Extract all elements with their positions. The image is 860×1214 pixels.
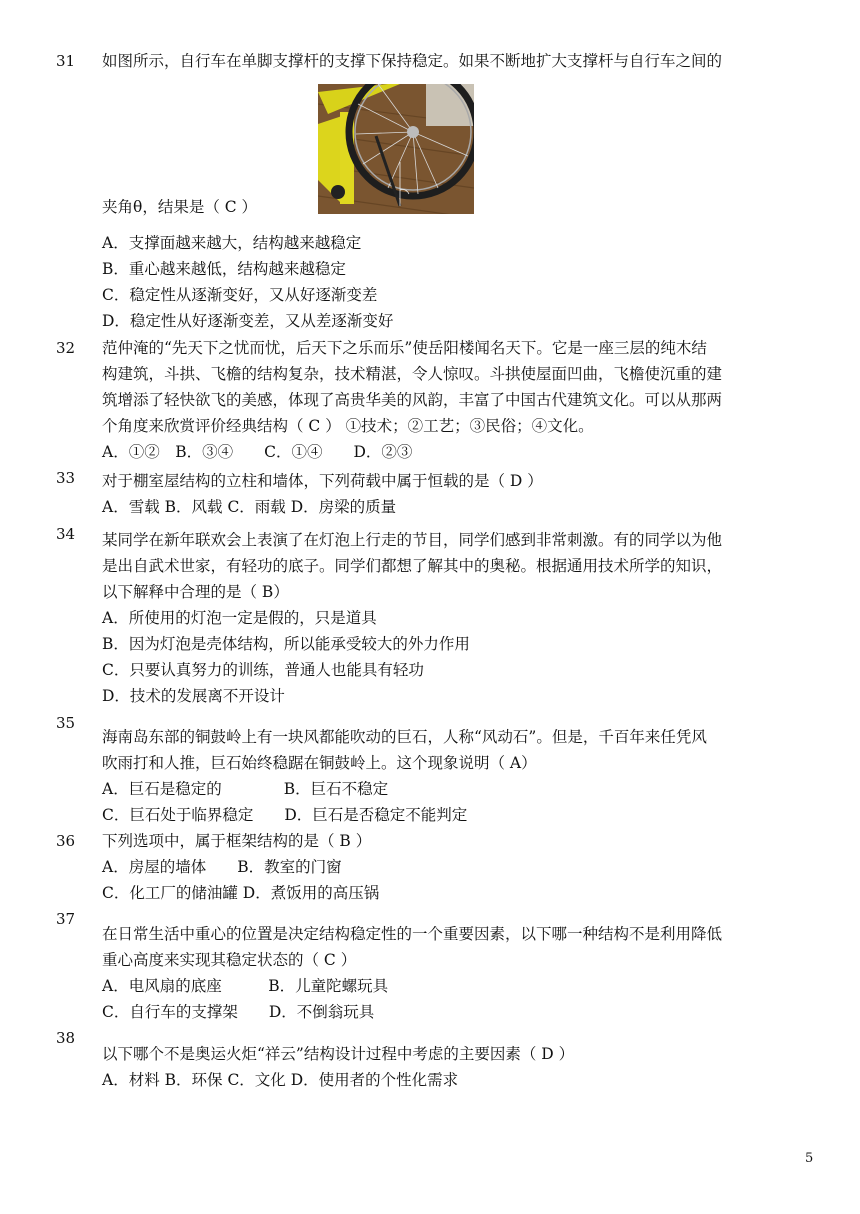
question-text: 下列选项中，属于框架结构的是（ B ） (102, 832, 372, 850)
question-text: 以下解释中合理的是（ B） (102, 583, 289, 601)
question-number: 32 (56, 339, 76, 357)
answer-option: A．雪载 B．风载 C．雨载 D．房梁的质量 (102, 498, 397, 516)
question-text: 吹雨打和人推，巨石始终稳踞在铜鼓岭上。这个现象说明（ A） (102, 754, 537, 772)
answer-option: A．电风扇的底座 B．儿童陀螺玩具 (102, 977, 389, 995)
question-text: 是出自武术世家，有轻功的底子。同学们都想了解其中的奥秘。根据通用技术所学的知识， (102, 557, 723, 575)
answer-option: A．巨石是稳定的 B．巨石不稳定 (102, 780, 389, 798)
question-text: 以下哪个不是奥运火炬“祥云”结构设计过程中考虑的主要因素（ D ） (102, 1045, 575, 1063)
question-text: 某同学在新年联欢会上表演了在灯泡上行走的节目，同学们感到非常刺激。有的同学以为他 (102, 531, 723, 549)
answer-option: D．技术的发展离不开设计 (102, 687, 285, 705)
question-number: 33 (56, 469, 76, 487)
answer-option: B．因为灯泡是壳体结构，所以能承受较大的外力作用 (102, 635, 470, 653)
question-text: 范仲淹的“先天下之忧而忧，后天下之乐而乐”使岳阳楼闻名天下。它是一座三层的纯木结 (102, 339, 707, 357)
answer-option: A．支撑面越来越大，结构越来越稳定 (102, 234, 362, 252)
question-text: 构建筑，斗拱、飞檐的结构复杂，技术精湛，令人惊叹。斗拱使屋面凹曲，飞檐使沉重的建 (102, 365, 723, 383)
answer-option: A．房屋的墙体 B．教室的门窗 (102, 858, 342, 876)
answer-option: C．化工厂的储油罐 D．煮饭用的高压锅 (102, 884, 380, 902)
question-number: 38 (56, 1029, 76, 1047)
question-text: 在日常生活中重心的位置是决定结构稳定性的一个重要因素，以下哪一种结构不是利用降低 (102, 925, 723, 943)
answer-option: A．材料 B．环保 C．文化 D．使用者的个性化需求 (102, 1071, 459, 1089)
question-text: 如图所示，自行车在单脚支撑杆的支撑下保持稳定。如果不断地扩大支撑杆与自行车之间的 (102, 52, 723, 70)
answer-option: C．只要认真努力的训练，普通人也能具有轻功 (102, 661, 424, 679)
question-number: 31 (56, 52, 76, 70)
answer-option: A．①② B．③④ C．①④ D．②③ (102, 443, 413, 461)
question-text: 重心高度来实现其稳定状态的（ C ） (102, 951, 357, 969)
question-text: 海南岛东部的铜鼓岭上有一块风都能吹动的巨石，人称“风动石”。但是，千百年来任凭风 (102, 728, 707, 746)
question-number: 34 (56, 525, 76, 543)
answer-option: C．稳定性从逐渐变好，又从好逐渐变差 (102, 286, 378, 304)
answer-option: D．稳定性从好逐渐变差，又从差逐渐变好 (102, 312, 394, 330)
answer-option: C．自行车的支撑架 D．不倒翁玩具 (102, 1003, 375, 1021)
question-text: 筑增添了轻快欲飞的美感，体现了高贵华美的风韵，丰富了中国古代建筑文化。可以从那两 (102, 391, 723, 409)
answer-option: A．所使用的灯泡一定是假的，只是道具 (102, 609, 377, 627)
page-number: 5 (805, 1151, 814, 1166)
answer-option: B．重心越来越低，结构越来越稳定 (102, 260, 346, 278)
question-text: 夹角θ，结果是（ C ） (102, 198, 258, 216)
answer-option: C．巨石处于临界稳定 D．巨石是否稳定不能判定 (102, 806, 468, 824)
question-number: 36 (56, 832, 76, 850)
question-text: 个角度来欣赏评价经典结构（ C ） ①技术；②工艺；③民俗；④文化。 (102, 417, 594, 435)
bicycle-kickstand-photo (318, 84, 474, 214)
question-number: 37 (56, 910, 76, 928)
question-number: 35 (56, 714, 76, 732)
question-text: 对于棚室屋结构的立柱和墙体，下列荷载中属于恒载的是（ D ） (102, 472, 543, 490)
